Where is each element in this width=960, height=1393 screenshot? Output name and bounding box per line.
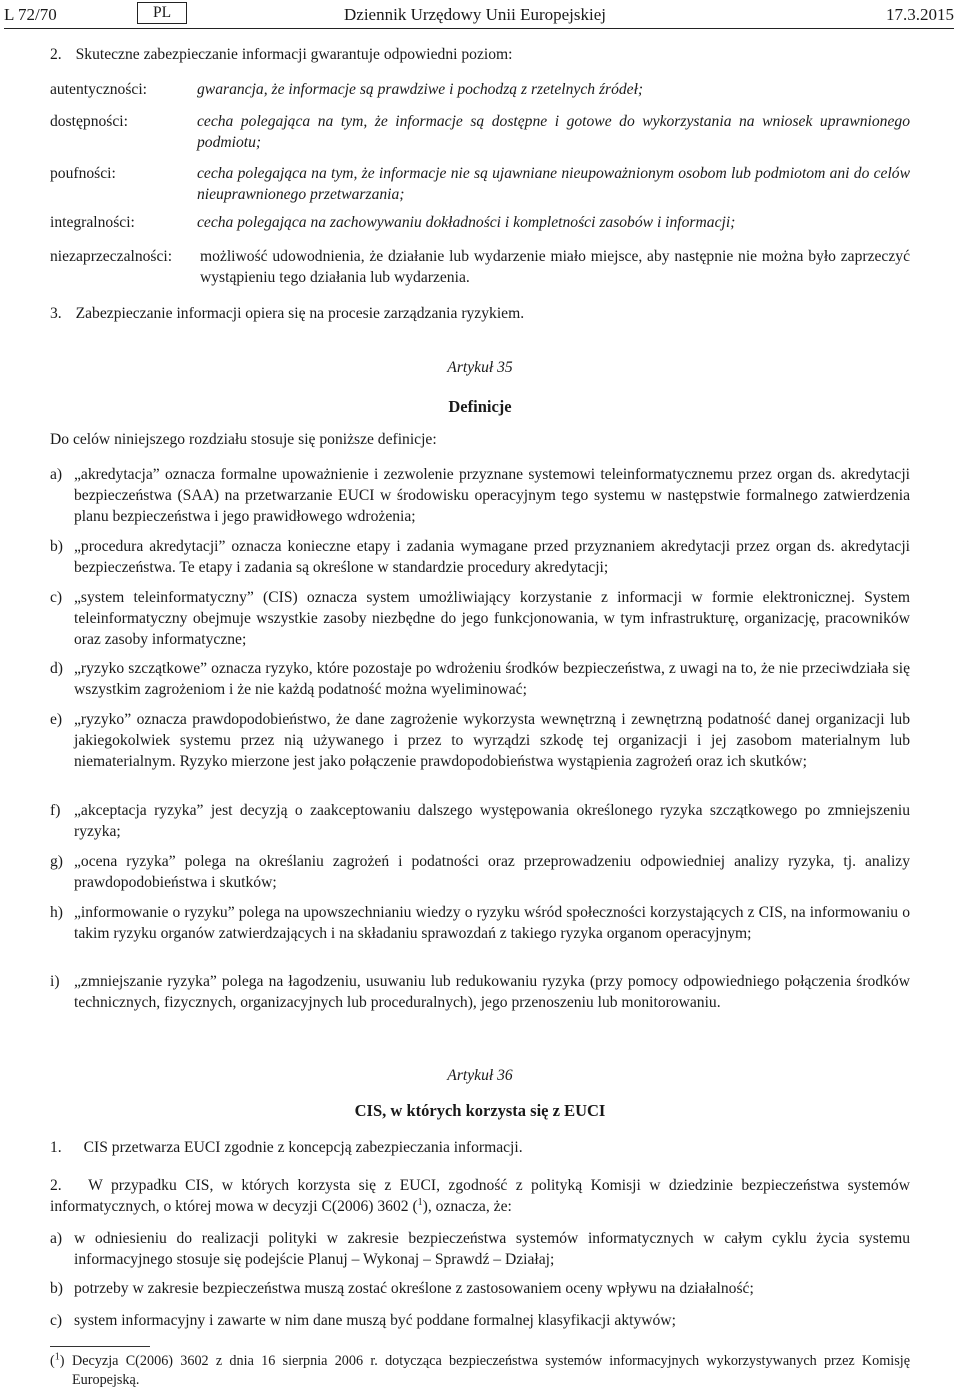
footnote-rule: [50, 1346, 150, 1347]
journal-title: Dziennik Urzędowy Unii Europejskiej: [344, 5, 607, 24]
list-item: [50, 709, 910, 772]
list-item-label: a): [50, 1230, 63, 1247]
list-item-label: b): [50, 538, 63, 555]
list-item-text: w odniesieniu do realizacji polityki w zakresie bezpieczeństwa systemów informatycznych w całym cyklu życia systemu informacyjnego stosuje się podejście Planuj – Wykonaj – Sprawdź – Działaj;: [74, 1230, 910, 1268]
para-number: 1.: [50, 1139, 62, 1156]
para-number: 2.: [50, 1177, 62, 1194]
definition-term: dostępności:: [50, 113, 128, 130]
list-item-label: e): [50, 711, 63, 728]
article-36-heading: CIS, w których korzysta się z EUCI: [354, 1101, 606, 1120]
section-2-number: 2.: [50, 46, 62, 63]
footnote-label-number: 1: [54, 1351, 60, 1363]
footnote-label-close: ): [59, 1353, 65, 1369]
footnote-reference[interactable]: 1: [417, 1196, 423, 1208]
para-text-after: ), oznacza, że:: [422, 1198, 512, 1215]
list-item-label: c): [50, 589, 63, 606]
article-35-intro: Do celów niniejszego rozdziału stosuje się poniższe definicje:: [50, 431, 437, 448]
footnote-label: [50, 1352, 64, 1371]
list-item-text: system informacyjny i zawarte w nim dane muszą być poddane formalnej klasyfikacji aktywów;: [74, 1312, 676, 1329]
list-item-text: „system teleinformatyczny” (CIS) oznacza system umożliwiający korzystanie z informacji w formie elektronicznej. System teleinformatyczny obejmuje wszystkie zasoby niezbędne do jego funkcjonowania, w tym infrastrukturę, organizację, pracowników oraz zasoby informatyczne;: [74, 589, 910, 648]
list-item: [50, 902, 910, 944]
footnote-label-open: (: [50, 1353, 55, 1369]
para-text: CIS przetwarza EUCI zgodnie z koncepcją zabezpieczania informacji.: [83, 1139, 523, 1156]
para-text-before: W przypadku CIS, w których korzysta się z EUCI, zgodność z polityką Komisji w dziedzinie bezpieczeństwa systemów informatycznych, o której mowa w decyzji C(2006) 3602 (: [50, 1177, 910, 1215]
list-item: [50, 1228, 910, 1270]
list-item-label: a): [50, 466, 63, 483]
section-3: [50, 303, 910, 324]
definition-desc: cecha polegająca na tym, że informacje nie są ujawniane nieupoważnionym osobom lub podmiotom ani do celów nieuprawnionego przetwarzania;: [197, 165, 910, 203]
article-36-label: Artykuł 36: [447, 1067, 513, 1084]
definition-desc: gwarancja, że informacje są prawdziwe i pochodzą z rzetelnych źródeł;: [197, 81, 644, 98]
article-35-heading: Definicje: [448, 397, 512, 416]
list-item-text: „zmniejszanie ryzyka” polega na łagodzeniu, usuwaniu lub redukowaniu ryzyka (przy pomocy odpowiedniego połączenia środków technicznych, fizycznych, organizacyjnych lub proceduralnych), jego przenoszeniu lub monitorowaniu.: [74, 973, 910, 1011]
definition-desc: cecha polegająca na zachowywaniu dokładności i kompletności zasobów i informacji;: [197, 214, 736, 231]
list-item-text: „ryzyko” oznacza prawdopodobieństwo, że dane zagrożenie wykorzysta wewnętrzną i zewnętrzną podatność danej organizacji lub jakiegokolwiek systemu przez nią używanego i przez to wyrządzi szkodę tej organizacji i jej zasobom materialnym lub niematerialnym. Ryzyko mierzone jest jako połączenie prawdopodobieństwa wystąpienia zagrożeń oraz ich skutków;: [74, 711, 910, 770]
section-3-text: Zabezpieczanie informacji opiera się na procesie zarządzania ryzykiem.: [75, 305, 525, 322]
list-item: [50, 971, 910, 1013]
article-36-para-2: [50, 1175, 910, 1217]
list-item: [50, 464, 910, 527]
list-item: [50, 1310, 910, 1331]
list-item-label: d): [50, 660, 63, 677]
list-item-text: „ryzyko szczątkowe” oznacza ryzyko, które pozostaje po wdrożeniu środków bezpieczeństwa, z uwagi na to, że nie przeciwdziała się wszystkim zagrożeniom i że nie każdą podatność można wyeliminować;: [74, 660, 910, 698]
definition-term: autentyczności:: [50, 81, 147, 98]
list-item-label: f): [50, 802, 61, 819]
list-item: [50, 536, 910, 578]
footnote-text: Decyzja C(2006) 3602 z dnia 16 sierpnia 2006 r. dotycząca bezpieczeństwa systemów informacyjnych wykorzystywanych przez Komisję Europejską.: [72, 1353, 910, 1388]
footnote: [50, 1352, 910, 1390]
definition-term: niezaprzeczalności:: [50, 248, 173, 265]
list-item-text: „akredytacja” oznacza formalne upoważnienie i zezwolenie przyznane systemowi teleinformatycznemu przez organ ds. akredytacji bezpieczeństwa (SAA) na przetwarzanie EUCI w środowisku operacyjnym tego systemu w następstwie formalnego zatwierdzenia planu bezpieczeństwa i jego prawidłowego wdrożenia;: [74, 466, 910, 525]
article-35-label: Artykuł 35: [447, 359, 513, 376]
list-item-label: h): [50, 904, 63, 921]
list-item: [50, 1278, 910, 1299]
article-36-para-1: [50, 1137, 910, 1158]
section-2-intro: [50, 44, 910, 65]
publication-date: 17.3.2015: [886, 5, 954, 24]
list-item: [50, 587, 910, 650]
list-item: [50, 658, 910, 700]
definition-desc: cecha polegająca na tym, że informacje są dostępne i gotowe do wykorzystania na wniosek uprawnionego podmiotu;: [197, 113, 910, 151]
list-item-text: „procedura akredytacji” oznacza konieczne etapy i zadania wymagane przed przyznaniem akredytacji przez organ ds. akredytacji bezpieczeństwa. Te etapy i zadania są określone w standardzie procedury akredytacji;: [74, 538, 910, 576]
list-item-text: „akceptacja ryzyka” jest decyzją o zaakceptowaniu dalszego występowania określonego ryzyka szczątkowego po zmniejszeniu ryzyka;: [74, 802, 910, 840]
list-item-label: b): [50, 1280, 63, 1297]
list-item-text: „ocena ryzyka” polega na określaniu zagrożeń i podatności oraz przeprowadzeniu odpowiedniej analizy ryzyka, tj. analizy prawdopodobieństwa i skutków;: [74, 853, 910, 891]
list-item: [50, 851, 910, 893]
definition-term: integralności:: [50, 214, 135, 231]
list-item-label: c): [50, 1312, 63, 1329]
list-item-text: „informowanie o ryzyku” polega na upowszechnianiu wiedzy o ryzyku wśród społeczności korzystających z CIS, na informowaniu o takim ryzyku organów zatwierdzających i na składaniu sprawozdań z takiego ryzyka organom operacyjnym;: [74, 904, 910, 942]
section-3-number: 3.: [50, 305, 62, 322]
list-item-label: g): [50, 853, 63, 870]
list-item: [50, 800, 910, 842]
list-item-text: potrzeby w zakresie bezpieczeństwa muszą zostać określone z zastosowaniem oceny wpływu na działalność;: [74, 1280, 754, 1297]
definition-desc: możliwość udowodnienia, że działanie lub wydarzenie miało miejsce, aby następnie nie można było zaprzeczyć wystąpieniu tego działania lub wydarzenia.: [200, 248, 910, 286]
definition-term: poufności:: [50, 165, 116, 182]
list-item-label: i): [50, 973, 60, 990]
page-reference: L 72/70: [4, 5, 57, 24]
language-box: PL: [137, 2, 187, 24]
section-2-text: Skuteczne zabezpieczanie informacji gwarantuje odpowiedni poziom:: [75, 46, 513, 63]
page-header: [4, 4, 954, 26]
header-rule: [4, 28, 954, 29]
